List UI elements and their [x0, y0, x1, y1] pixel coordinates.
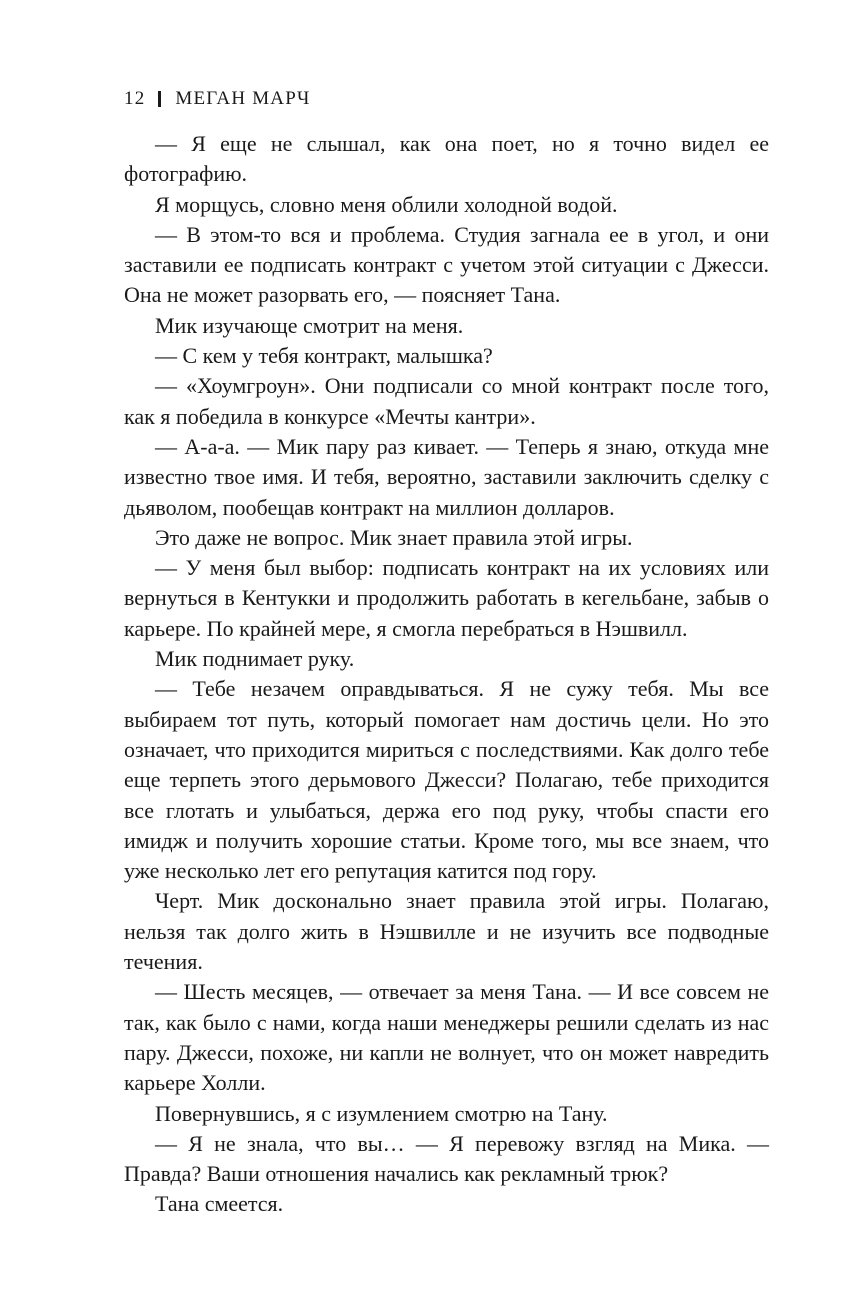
paragraph: Я морщусь, словно меня облили холодной водой. — [155, 191, 618, 217]
page-number: 12 — [124, 88, 146, 109]
header-separator — [158, 91, 161, 107]
paragraph: — Я еще не слышал, как она поет, но я точно видел ее фотографию. — [124, 131, 769, 187]
paragraph: — Я не знала, что вы… — Я перевожу взгляд на Мика. — Правда? Ваши отношения начались как рекламный трюк? — [124, 1130, 769, 1187]
paragraph: — А-а-а. — Мик пару раз кивает. — Теперь я знаю, откуда мне известно твое имя. И тебя, вероятно, заставили заключить сделку с дьяволом, пообещав контракт на миллион долларов. — [124, 433, 769, 520]
paragraph: — В этом-то вся и проблема. Студия загнала ее в угол, и они заставили ее подписать контракт с учетом этой ситуации с Джесси. Она не может разорвать его, — поясняет Тана. — [124, 221, 769, 308]
paragraph: Мик поднимает руку. — [155, 646, 355, 672]
author-name: МЕГАН МАРЧ — [175, 88, 311, 109]
paragraph: — Тебе незачем оправдываться. Я не сужу тебя. Мы все выбираем тот путь, который помогает нам достичь цели. Но это означает, что приходится мириться с последствиями. Как долго тебе еще терпеть этого дерьмового Джесси? Полагаю, тебе приходится все глотать и улыбаться, держа его под руку, чтобы спасти его имидж и получить хорошие статьи. Кроме того, мы все знаем, что уже несколько лет его репутация катится под гору. — [124, 676, 769, 884]
paragraph: — У меня был выбор: подписать контракт на их условиях или вернуться в Кентукки и продолжить работать в кегельбане, забыв о карьере. По крайней мере, я смогла перебраться в Нэшвилл. — [124, 555, 769, 641]
paragraph: — С кем у тебя контракт, малышка? — [155, 343, 493, 369]
paragraph: Мик изучающе смотрит на меня. — [155, 312, 464, 338]
paragraph: Это даже не вопрос. Мик знает правила этой игры. — [155, 524, 633, 550]
paragraph: — Шесть месяцев, — отвечает за меня Тана. — И все совсем не так, как было с нами, когда наши менеджеры решили сделать из нас пару. Джесси, похоже, ни капли не волнует, что он может навредить карьере Холли. — [124, 979, 769, 1096]
body-text — [124, 129, 769, 1220]
running-head — [124, 88, 311, 110]
paragraph: Черт. Мик досконально знает правила этой игры. Полагаю, нельзя так долго жить в Нэшвилле и не изучить все подводные течения. — [124, 888, 769, 975]
paragraph: — «Хоумгроун». Они подписали со мной контракт после того, как я победила в конкурсе «Мечты кантри». — [124, 373, 769, 429]
paragraph: Тана смеется. — [155, 1191, 284, 1217]
paragraph: Повернувшись, я с изумлением смотрю на Тану. — [155, 1100, 608, 1126]
